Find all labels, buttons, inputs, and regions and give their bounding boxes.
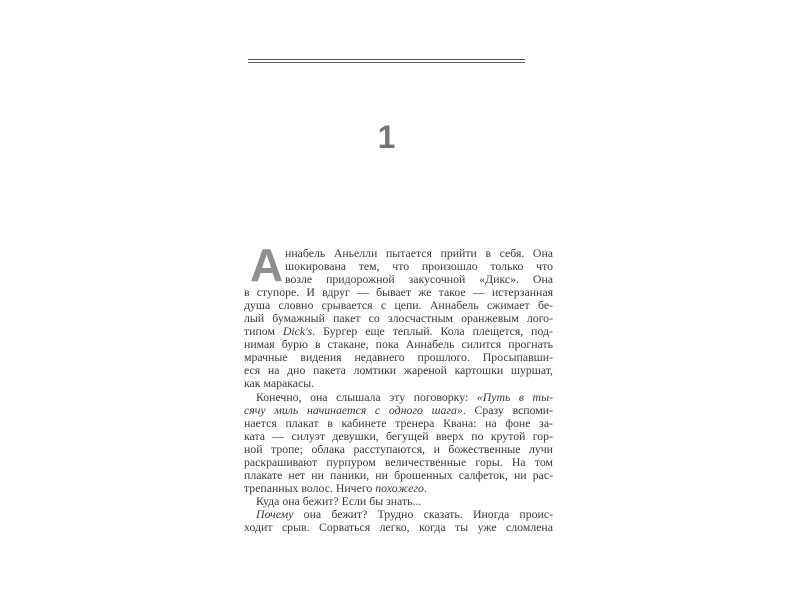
text-line — [244, 443, 553, 456]
text-segment: трепанных волос. Ничего — [244, 481, 376, 495]
text-line — [244, 508, 553, 521]
text-line — [244, 286, 553, 299]
text-segment: . Бургер еще теплый. Кола плещется, под- — [312, 325, 553, 339]
text-segment: она бежит? Трудно сказать. Иногда проис- — [293, 507, 553, 521]
text-segment: ннабель Аньелли пытается прийти в себя. Она — [285, 247, 553, 260]
paragraph — [244, 508, 553, 534]
text-segment: плакате нет ни паники, ни брошенных салфеток, ни рас- — [244, 468, 553, 482]
text-segment: . Сразу вспоми- — [462, 403, 553, 417]
text-segment: душа словно срывается с цепи. Аннабель сжимает бе- — [244, 299, 553, 313]
chapter-divider-rule — [248, 59, 525, 63]
text-line — [244, 417, 553, 430]
text-line — [244, 391, 553, 404]
text-segment: мрачные видения недавнего прошлого. Просыпавши- — [244, 351, 553, 365]
text-line — [244, 325, 553, 338]
text-line — [244, 247, 553, 260]
text-line — [244, 377, 553, 390]
text-line — [244, 273, 553, 286]
paragraph — [244, 391, 553, 495]
text-segment: сячу миль начинается с одного шага» — [244, 403, 463, 417]
text-line — [244, 430, 553, 443]
text-segment: ной тропе; облака расступаются, и божественные лучи — [244, 442, 553, 456]
text-segment: Dick's — [282, 325, 313, 339]
text-line — [244, 260, 553, 273]
text-segment: нимая бурю в стакане, пока Аннабель силится прогнать — [244, 338, 553, 352]
text-segment: в ступоре. И вдруг — бывает же такое — истерзанная — [244, 286, 553, 300]
paragraph — [244, 495, 553, 508]
text-line — [244, 482, 553, 495]
text-line — [244, 299, 553, 312]
text-segment: ходит срыв. Сорваться легко, когда ты уже сломлена — [244, 520, 553, 534]
text-segment: возле придорожной закусочной «Дикс». Она — [285, 273, 553, 287]
text-segment: Почему — [256, 507, 294, 521]
text-segment: «Путь в ты- — [476, 390, 553, 404]
text-line — [244, 521, 553, 534]
text-segment: Куда она бежит? Если бы знать... — [256, 494, 422, 508]
text-segment: Конечно, она слышала эту поговорку: — [256, 390, 477, 404]
text-segment: как маракасы. — [244, 377, 315, 391]
text-segment: похожего — [375, 481, 424, 495]
text-line — [244, 495, 553, 508]
text-line — [244, 456, 553, 469]
text-segment: нается плакат в кабинете тренера Квана: на фоне за- — [244, 416, 553, 430]
text-column — [244, 239, 553, 534]
text-line — [244, 404, 553, 417]
text-segment: шокирована тем, что произошло только что — [285, 260, 553, 274]
text-segment: еся на дно пакета ломтики жареной картошки шуршат, — [244, 364, 553, 378]
text-segment: типом — [244, 325, 283, 339]
chapter-number: 1 — [377, 119, 396, 155]
text-segment: раскрашивают пурпуром величественные горы. На том — [244, 455, 553, 469]
text-segment: . — [423, 481, 427, 495]
drop-cap: А — [250, 239, 284, 291]
text-line — [244, 364, 553, 377]
text-line — [244, 312, 553, 325]
text-segment: ката — силуэт девушки, бегущей вверх по крутой гор- — [244, 429, 553, 443]
text-line — [244, 338, 553, 351]
text-line — [244, 351, 553, 364]
text-segment: лый бумажный пакет со злосчастным оранжевым лого- — [244, 312, 553, 326]
paragraph — [244, 239, 553, 391]
text-line — [244, 469, 553, 482]
